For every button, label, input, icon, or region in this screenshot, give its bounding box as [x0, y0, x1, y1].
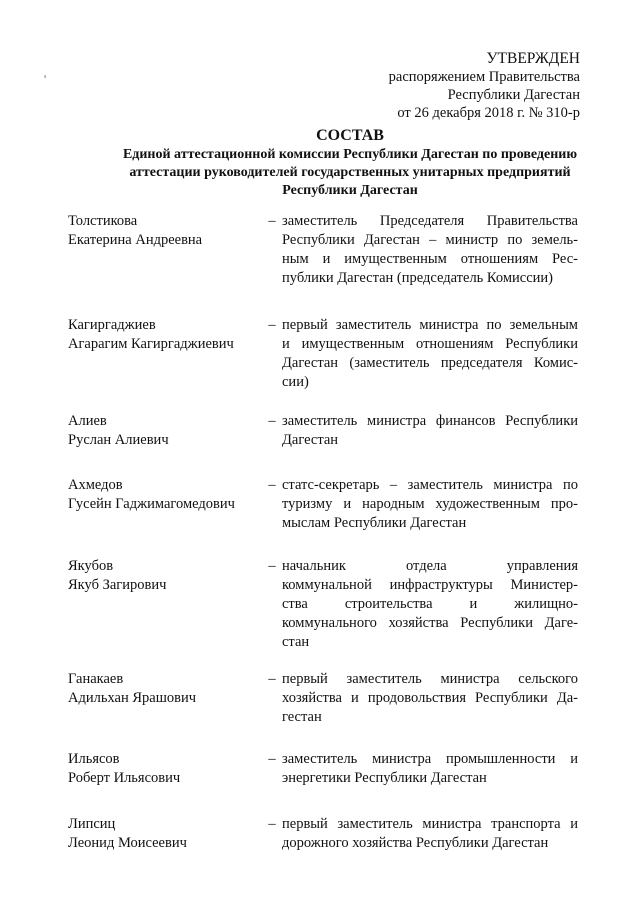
member-surname: Ильясов — [68, 751, 120, 767]
member-surname: Кагиргаджиев — [68, 317, 156, 333]
member-surname: Ганакаев — [68, 671, 124, 687]
member-surname: Толстикова — [68, 213, 138, 229]
approval-line-3: Республики Дагестан — [447, 87, 580, 103]
member-role — [282, 412, 578, 450]
member-role — [282, 670, 578, 727]
role-line: Дагестан — [282, 432, 339, 448]
role-line: заместитель министра промышленности и — [282, 751, 578, 767]
role-line: и имущественным отношениям Республики — [282, 336, 578, 352]
role-line: статс-секретарь – заместитель министра по — [282, 477, 578, 493]
member-dash: – — [268, 213, 276, 229]
role-line: заместитель министра финансов Республики — [282, 413, 578, 429]
role-line: первый заместитель министра сельского — [282, 671, 578, 687]
role-line: заместитель Председателя Правительства — [282, 213, 578, 229]
member-dash: – — [268, 558, 276, 574]
member-surname: Алиев — [68, 413, 107, 429]
title-line-2: аттестации руководителей государственных унитарных предприятий — [129, 165, 571, 180]
member-name — [68, 750, 263, 788]
member-given-names: Роберт Ильясович — [68, 770, 181, 786]
role-line: начальник отдела управления — [282, 558, 578, 574]
document-title — [60, 126, 640, 200]
member-name — [68, 316, 263, 354]
approval-line-1: УТВЕРЖДЕН — [486, 50, 580, 67]
role-line: сии) — [282, 374, 309, 390]
role-line: хозяйства и продовольствия Республики Да- — [282, 690, 578, 706]
member-dash: – — [268, 413, 276, 429]
member-name — [68, 476, 263, 514]
member-name — [68, 557, 263, 595]
approval-line-2: распоряжением Правительства — [388, 69, 580, 85]
member-role — [282, 750, 578, 788]
member-given-names: Гусейн Гаджимагомедович — [68, 496, 235, 512]
member-dash: – — [268, 816, 276, 832]
approval-stamp — [360, 50, 580, 122]
role-line: стан — [282, 634, 310, 650]
member-role — [282, 316, 578, 392]
member-role — [282, 815, 578, 853]
role-line: Дагестан (заместитель председателя Комис- — [282, 355, 578, 371]
member-dash: – — [268, 317, 276, 333]
scan-mark: ' — [44, 72, 47, 86]
member-given-names: Леонид Моисеевич — [68, 835, 187, 851]
role-line: энергетики Республики Дагестан — [282, 770, 487, 786]
member-name — [68, 815, 263, 853]
member-name — [68, 212, 263, 250]
role-line: мыслам Республики Дагестан — [282, 515, 467, 531]
member-role — [282, 476, 578, 533]
role-line: ства строительства и жилищно- — [282, 596, 578, 612]
member-name — [68, 670, 263, 708]
member-surname: Ахмедов — [68, 477, 123, 493]
role-line: ным и имущественным отношениям Рес- — [282, 251, 578, 267]
member-role — [282, 212, 578, 288]
role-line: первый заместитель министра транспорта и — [282, 816, 578, 832]
member-surname: Липсиц — [68, 816, 116, 832]
role-line: гестан — [282, 709, 322, 725]
member-role — [282, 557, 578, 652]
title-line-3: Республики Дагестан — [282, 183, 418, 198]
role-line: коммунального хозяйства Республики Даге- — [282, 615, 578, 631]
role-line: коммунальной инфраструктуры Министер- — [282, 577, 578, 593]
role-line: первый заместитель министра по земельным — [282, 317, 578, 333]
member-given-names: Адильхан Ярашович — [68, 690, 197, 706]
member-dash: – — [268, 671, 276, 687]
member-surname: Якубов — [68, 558, 114, 574]
role-line: публики Дагестан (председатель Комиссии) — [282, 270, 553, 286]
member-dash: – — [268, 477, 276, 493]
approval-line-4: от 26 декабря 2018 г. № 310-р — [397, 105, 580, 121]
member-name — [68, 412, 263, 450]
title-line-1: Единой аттестационной комиссии Республики Дагестан по проведению — [122, 147, 578, 162]
member-given-names: Екатерина Андреевна — [68, 232, 203, 248]
member-given-names: Руслан Алиевич — [68, 432, 169, 448]
role-line: туризму и народным художественным про- — [282, 496, 578, 512]
member-dash: – — [268, 751, 276, 767]
title-main: СОСТАВ — [316, 127, 384, 144]
role-line: Республики Дагестан – министр по земель- — [282, 232, 578, 248]
role-line: дорожного хозяйства Республики Дагестан — [282, 835, 549, 851]
member-given-names: Агарагим Кагиргаджиевич — [68, 336, 234, 352]
member-given-names: Якуб Загирович — [68, 577, 167, 593]
